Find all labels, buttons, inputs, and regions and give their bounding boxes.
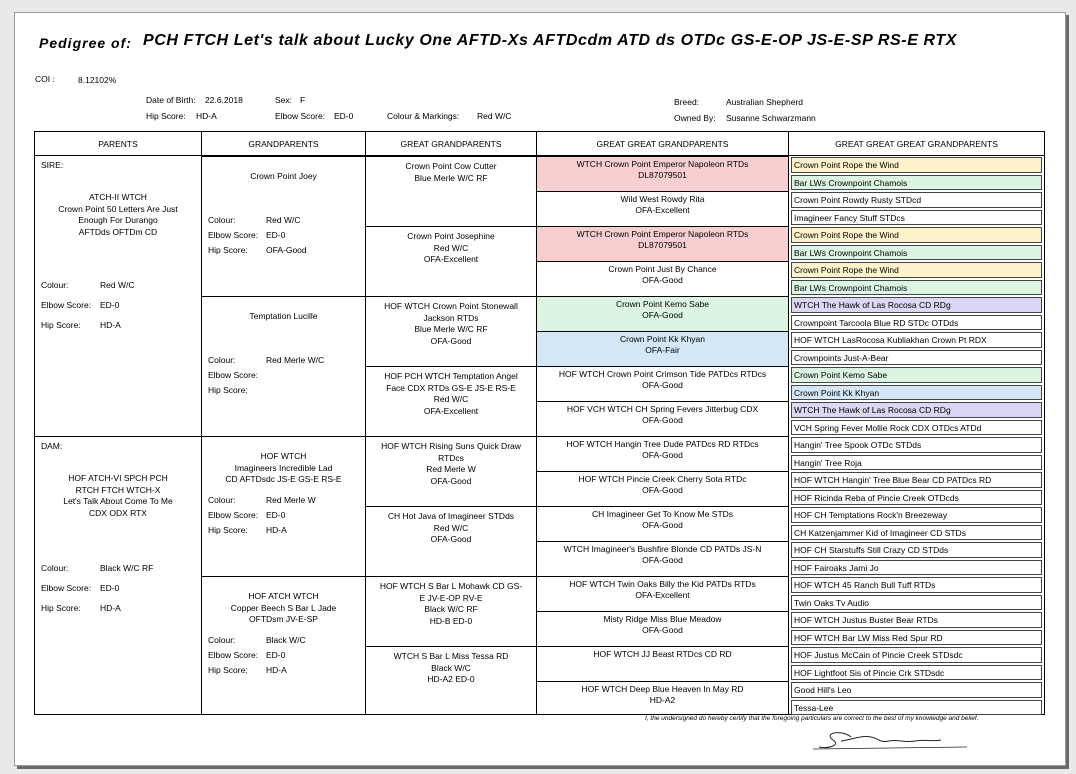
breed-label: Breed: bbox=[674, 97, 700, 107]
great-grandparents-column bbox=[365, 132, 536, 714]
dam-elbow-field bbox=[41, 583, 119, 595]
grandparent-hip: HD-A bbox=[266, 665, 287, 675]
grandparent-elbow-field bbox=[208, 370, 266, 382]
sex-label: Sex: bbox=[275, 95, 293, 105]
ggg-grandparent-cell: HOF Lightfoot Sis of Pincie Crk STDsdc bbox=[791, 665, 1042, 681]
ggg-grandparents-column bbox=[788, 132, 1044, 714]
hip-value: HD-A bbox=[196, 111, 217, 121]
ggg-grandparent-cell: VCH Spring Fever Mollie Rock CDX OTDcs ATDd bbox=[791, 420, 1042, 436]
gg-grandparent-cell: CH Imagineer Get To Know Me STDs OFA-Good bbox=[537, 506, 788, 541]
grandparent-elbow-field bbox=[208, 510, 285, 522]
great-grandparent-cell bbox=[366, 296, 536, 366]
column-header: GREAT GREAT GRANDPARENTS bbox=[537, 132, 788, 156]
great-grandparent-name: CH Hot Java of Imagineer STDds Red W/C OFA-Good bbox=[387, 511, 515, 544]
hip-label: Hip Score: bbox=[208, 385, 248, 395]
great-grandparent-name: HOF WTCH Crown Point Stonewall Jackson RTDs Blue Merle W/C RF OFA-Good bbox=[384, 301, 518, 346]
great-grandparent-cell bbox=[366, 646, 536, 716]
great-grandparent-cell bbox=[366, 366, 536, 436]
colour-label: Colour: bbox=[208, 635, 236, 645]
pedigree-table bbox=[34, 131, 1045, 715]
grandparent-elbow: ED-0 bbox=[266, 650, 286, 660]
elbow-label: Elbow Score: bbox=[208, 650, 259, 660]
colour-label: Colour: bbox=[41, 280, 69, 290]
column-header: PARENTS bbox=[35, 132, 201, 156]
ggg-grandparent-cell: Crown Point Rope the Wind bbox=[791, 227, 1042, 243]
grandparent-hip-field bbox=[208, 525, 287, 537]
ggg-grandparent-cell: Hangin' Tree Spook OTDc STDds bbox=[791, 437, 1042, 453]
sire-name: ATCH-II WTCH Crown Point 50 Letters Are Just Enough For Durango AFTDds OFTDm CD bbox=[58, 192, 178, 237]
coi-value: 8.12102% bbox=[78, 75, 117, 85]
ggg-grandparent-cell: Crown Point Kk Khyan bbox=[791, 385, 1042, 401]
great-grandparent-cell bbox=[366, 506, 536, 576]
grandparent-hip: HD-A bbox=[266, 525, 287, 535]
grandparents-column bbox=[201, 132, 365, 714]
great-grandparent-name: HOF WTCH Rising Suns Quick Draw RTDcs Red Merle W OFA-Good bbox=[381, 441, 521, 486]
dam-hip-field bbox=[41, 603, 121, 615]
colour-label: Colour: bbox=[208, 495, 236, 505]
ggg-grandparent-cell: Good Hill's Leo bbox=[791, 682, 1042, 698]
ggg-grandparent-cell: Hangin' Tree Roja bbox=[791, 455, 1042, 471]
ggg-grandparent-cell: Bar LWs Crownpoint Chamois bbox=[791, 280, 1042, 296]
ggg-grandparent-cell: HOF Justus McCain of Pincie Creek STDsdc bbox=[791, 647, 1042, 663]
dam-hip: HD-A bbox=[100, 603, 121, 613]
grandparent-name: Crown Point Joey bbox=[250, 171, 317, 181]
great-grandparent-name: Crown Point Josephine Red W/C OFA-Excellent bbox=[407, 231, 495, 264]
gg-grandparent-cell: WTCH Crown Point Emperor Napoleon RTDs DL87079501 bbox=[537, 226, 788, 261]
dob-value: 22.6.2018 bbox=[205, 95, 243, 105]
hip-label: Hip Score: bbox=[41, 603, 81, 613]
gg-grandparent-cell: Wild West Rowdy Rita OFA-Excellent bbox=[537, 191, 788, 226]
grandparent-colour-field bbox=[208, 215, 300, 227]
gg-grandparent-cell: Misty Ridge Miss Blue Meadow OFA-Good bbox=[537, 611, 788, 646]
ggg-grandparent-cell: Imagineer Fancy Stuff STDcs bbox=[791, 210, 1042, 226]
coi-label: COI : bbox=[35, 74, 55, 84]
grandparent-hip: OFA-Good bbox=[266, 245, 307, 255]
hip-label: Hip Score: bbox=[41, 320, 81, 330]
hip-label: Hip Score: bbox=[208, 245, 248, 255]
ggg-grandparent-cell: Crown Point Kemo Sabe bbox=[791, 367, 1042, 383]
ggg-grandparent-cell: Twin Oaks Tv Audio bbox=[791, 595, 1042, 611]
grandparent-hip-field bbox=[208, 245, 307, 257]
certification-text: I, the undersigned do hereby certify that the foregoing particulars are correct to the best of my knowledge and belief. bbox=[645, 715, 979, 722]
great-grandparent-cell bbox=[366, 576, 536, 646]
grandparent-elbow-field bbox=[208, 230, 285, 242]
dam-colour: Black W/C RF bbox=[100, 563, 154, 573]
grandparent-hip-field bbox=[208, 385, 266, 397]
ggg-grandparent-cell: HOF CH Temptations Rock'n Breezeway bbox=[791, 507, 1042, 523]
gg-grandparent-cell: WTCH Crown Point Emperor Napoleon RTDs DL87079501 bbox=[537, 156, 788, 191]
elbow-label: Elbow Score: bbox=[275, 111, 326, 121]
great-grandparent-cell bbox=[366, 156, 536, 226]
grandparent-colour: Red Merle W/C bbox=[266, 355, 325, 365]
elbow-label: Elbow Score: bbox=[208, 510, 259, 520]
sex-value: F bbox=[300, 95, 306, 105]
gg-grandparent-cell: HOF WTCH JJ Beast RTDcs CD RD bbox=[537, 646, 788, 681]
hip-label: Hip Score: bbox=[208, 665, 248, 675]
ggg-grandparent-cell: WTCH The Hawk of Las Rocosa CD RDg bbox=[791, 297, 1042, 313]
column-header: GREAT GREAT GREAT GRANDPARENTS bbox=[789, 132, 1044, 156]
elbow-label: Elbow Score: bbox=[41, 583, 92, 593]
grandparent-colour-field bbox=[208, 635, 306, 647]
grandparent-colour: Black W/C bbox=[266, 635, 306, 645]
sire-cell bbox=[35, 156, 201, 436]
ggg-grandparent-cell: HOF Ricinda Reba of Pincie Creek OTDcds bbox=[791, 490, 1042, 506]
grandparent-cell bbox=[202, 576, 365, 716]
dam-elbow: ED-0 bbox=[100, 583, 120, 593]
colour-label: Colour & Markings: bbox=[387, 111, 460, 121]
elbow-value: ED-0 bbox=[334, 111, 354, 121]
sire-colour-field bbox=[41, 280, 134, 292]
owned-label: Owned By: bbox=[674, 113, 716, 123]
gg-grandparent-cell: HOF WTCH Crown Point Crimson Tide PATDcs RTDcs OFA-Good bbox=[537, 366, 788, 401]
grandparent-hip-field bbox=[208, 665, 287, 677]
gg-grandparent-cell: HOF WTCH Deep Blue Heaven In May RD HD-A2 bbox=[537, 681, 788, 716]
ggg-grandparent-cell: Bar LWs Crownpoint Chamois bbox=[791, 175, 1042, 191]
hip-label: Hip Score: bbox=[208, 525, 248, 535]
ggg-grandparent-cell: Tessa-Lee bbox=[791, 700, 1042, 716]
grandparent-colour-field bbox=[208, 355, 324, 367]
gg-grandparent-cell: WTCH Imagineer's Bushfire Blonde CD PATDs JS-N OFA-Good bbox=[537, 541, 788, 576]
gg-grandparent-cell: Crown Point Kemo Sabe OFA-Good bbox=[537, 296, 788, 331]
ggg-grandparent-cell: HOF WTCH Hangin' Tree Blue Bear CD PATDcs RD bbox=[791, 472, 1042, 488]
ggg-grandparent-cell: HOF Fairoaks Jami Jo bbox=[791, 560, 1042, 576]
column-header: GREAT GRANDPARENTS bbox=[366, 132, 536, 156]
gg-grandparent-cell: HOF WTCH Hangin Tree Dude PATDcs RD RTDcs OFA-Good bbox=[537, 436, 788, 471]
ggg-grandparent-cell: Crownpoints Just-A-Bear bbox=[791, 350, 1042, 366]
great-grandparent-name: HOF PCH WTCH Temptation Angel Face CDX RTDs GS-E JS-E RS-E Red W/C OFA-Excellent bbox=[384, 371, 518, 416]
colour-label: Colour: bbox=[208, 215, 236, 225]
colour-value: Red W/C bbox=[477, 111, 512, 121]
elbow-label: Elbow Score: bbox=[41, 300, 92, 310]
ggg-grandparent-cell: Bar LWs Crownpoint Chamois bbox=[791, 245, 1042, 261]
dam-role-label: DAM: bbox=[41, 441, 63, 451]
dog-name-title: PCH FTCH Let's talk about Lucky One AFTD-Xs AFTDcdm ATD ds OTDc GS-E-OP JS-E-SP RS-E RTX bbox=[143, 32, 958, 49]
gg-grandparent-cell: Crown Point Just By Chance OFA-Good bbox=[537, 261, 788, 296]
gg-grandparents-column bbox=[536, 132, 788, 714]
grandparent-elbow: ED-0 bbox=[266, 230, 286, 240]
colour-label: Colour: bbox=[208, 355, 236, 365]
great-grandparent-name: HOF WTCH S Bar L Mohawk CD GS- E JV-E-OP RV-E Black W/C RF HD-B ED-0 bbox=[379, 581, 523, 626]
column-header: GRANDPARENTS bbox=[202, 132, 365, 156]
elbow-label: Elbow Score: bbox=[208, 370, 259, 380]
elbow-label: Elbow Score: bbox=[208, 230, 259, 240]
great-grandparent-name: Crown Point Cow Cutter Blue Merle W/C RF bbox=[405, 161, 497, 183]
grandparent-cell bbox=[202, 436, 365, 576]
signature bbox=[811, 725, 971, 755]
title-label: Pedigree of: bbox=[39, 35, 132, 51]
gg-grandparent-cell: Crown Point Kk Khyan OFA-Fair bbox=[537, 331, 788, 366]
ggg-grandparent-cell: Crown Point Rope the Wind bbox=[791, 262, 1042, 278]
sire-hip: HD-A bbox=[100, 320, 121, 330]
ggg-grandparent-cell: HOF WTCH Justus Buster Bear RTDs bbox=[791, 612, 1042, 628]
parents-column bbox=[35, 132, 201, 714]
gg-grandparent-cell: HOF WTCH Pincie Creek Cherry Sota RTDc OFA-Good bbox=[537, 471, 788, 506]
dam-colour-field bbox=[41, 563, 153, 575]
sire-hip-field bbox=[41, 320, 121, 332]
ggg-grandparent-cell: WTCH The Hawk of Las Rocosa CD RDg bbox=[791, 402, 1042, 418]
great-grandparent-name: WTCH S Bar L Miss Tessa RD Black W/C HD-A2 ED-0 bbox=[393, 651, 509, 684]
grandparent-colour-field bbox=[208, 495, 316, 507]
sire-elbow-field bbox=[41, 300, 119, 312]
ggg-grandparent-cell: Crownpoint Tarcoola Blue RD STDc OTDds bbox=[791, 315, 1042, 331]
grandparent-colour: Red Merle W bbox=[266, 495, 316, 505]
ggg-grandparent-cell: Crown Point Rope the Wind bbox=[791, 157, 1042, 173]
ggg-grandparent-cell: HOF WTCH 45 Ranch Bull Tuff RTDs bbox=[791, 577, 1042, 593]
dam-cell bbox=[35, 436, 201, 716]
pedigree-sheet bbox=[14, 12, 1066, 766]
breed-value: Australian Shepherd bbox=[726, 97, 804, 107]
grandparent-cell bbox=[202, 156, 365, 296]
grandparent-name: HOF WTCH Imagineers Incredible Lad CD AFTDsdc JS-E GS-E RS-E bbox=[225, 451, 342, 484]
ggg-grandparent-cell: HOF CH Starstuffs Still Crazy CD STDds bbox=[791, 542, 1042, 558]
grandparent-elbow-field bbox=[208, 650, 285, 662]
dam-name: HOF ATCH-VI SPCH PCH RTCH FTCH WTCH-X Let's Talk About Come To Me CDX ODX RTX bbox=[63, 473, 173, 518]
ggg-grandparent-cell: HOF WTCH Bar LW Miss Red Spur RD bbox=[791, 630, 1042, 646]
grandparent-elbow: ED-0 bbox=[266, 510, 286, 520]
sire-role-label: SIRE: bbox=[41, 160, 64, 170]
grandparent-colour: Red W/C bbox=[266, 215, 301, 225]
gg-grandparent-cell: HOF WTCH Twin Oaks Billy the Kid PATDs RTDs OFA-Excellent bbox=[537, 576, 788, 611]
hip-label: Hip Score: bbox=[146, 111, 186, 121]
owned-value: Susanne Schwarzmann bbox=[726, 113, 816, 123]
great-grandparent-cell bbox=[366, 436, 536, 506]
ggg-grandparent-cell: CH Katzenjammer Kid of Imagineer CD STDs bbox=[791, 525, 1042, 541]
grandparent-name: Temptation Lucille bbox=[249, 311, 318, 321]
grandparent-cell bbox=[202, 296, 365, 436]
colour-label: Colour: bbox=[41, 563, 69, 573]
grandparent-name: HOF ATCH WTCH Copper Beech S Bar L Jade OFTDsm JV-E-SP bbox=[230, 591, 337, 624]
great-grandparent-cell bbox=[366, 226, 536, 296]
sire-elbow: ED-0 bbox=[100, 300, 120, 310]
ggg-grandparent-cell: HOF WTCH LasRocosa Kubliakhan Crown Pt RDX bbox=[791, 332, 1042, 348]
sire-colour: Red W/C bbox=[100, 280, 135, 290]
ggg-grandparent-cell: Crown Point Rowdy Rusty STDcd bbox=[791, 192, 1042, 208]
gg-grandparent-cell: HOF VCH WTCH CH Spring Fevers Jitterbug CDX OFA-Good bbox=[537, 401, 788, 436]
dob-label: Date of Birth: bbox=[146, 95, 196, 105]
